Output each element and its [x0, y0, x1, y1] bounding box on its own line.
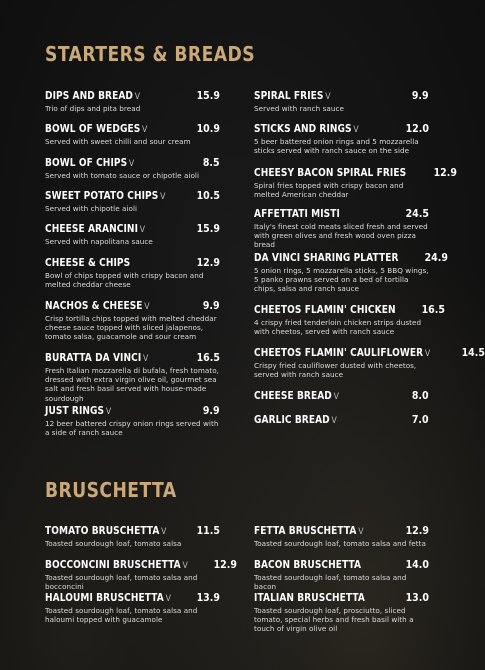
menu-item-name	[45, 257, 130, 269]
menu-item-header	[45, 352, 220, 365]
menu-item-price: 15.9	[196, 223, 220, 235]
menu-item-price: 9.9	[203, 300, 220, 312]
menu-item-description: Toasted sourdough loaf, tomato salsa and fetta	[254, 538, 426, 548]
section-title-starters: STARTERS & BREADS	[45, 42, 256, 66]
menu-item-name	[45, 123, 147, 135]
menu-item	[254, 208, 429, 250]
menu-item-price: 15.9	[196, 90, 220, 102]
menu-item-name-text: CHEESE ARANCINI	[45, 223, 139, 235]
vegetarian-marker: V	[105, 407, 112, 417]
menu-item-price: 16.5	[421, 304, 445, 316]
menu-item-name-text: BOCCONCINI BRUSCHETTA	[45, 559, 181, 571]
menu-item	[45, 559, 238, 591]
menu-item-header	[45, 300, 220, 313]
menu-item-description: Fresh Italian mozzarella di bufala, fresh tomato, dressed with extra virgin olive oil, gourmet sea salt and fresh basil served with house-made sourdough	[45, 365, 220, 403]
menu-item-name-text: ITALIAN BRUSCHETTA	[254, 592, 366, 604]
menu-item-name	[254, 90, 331, 102]
menu-item-price: 9.9	[203, 405, 220, 417]
menu-item-name	[254, 167, 406, 179]
menu-item-price: 13.9	[196, 592, 220, 604]
vegetarian-marker: V	[139, 225, 146, 235]
menu-item-description: Crisp tortilla chips topped with melted cheddar cheese sauce topped with sliced jalapenos, tomato salsa, guacamole and sour cream	[45, 313, 217, 342]
menu-item	[45, 257, 220, 289]
vegetarian-marker: V	[134, 92, 141, 102]
menu-item-name	[45, 352, 148, 364]
menu-item-header	[254, 208, 429, 221]
menu-item-header	[254, 167, 457, 180]
menu-item-price: 16.5	[196, 352, 220, 364]
section-title-bruschetta: BRUSCHETTA	[45, 478, 177, 502]
menu-item-name-text: SWEET POTATO CHIPS	[45, 190, 159, 202]
vegetarian-marker: V	[144, 302, 150, 312]
menu-item-description: Toasted sourdough loaf, tomato salsa and haloumi topped with guacamole	[45, 605, 198, 624]
menu-item-price: 12.9	[196, 257, 220, 269]
menu-item	[254, 592, 429, 634]
menu-item-price: 10.5	[196, 190, 220, 202]
menu-item-description: Served with sweet chilli and sour cream	[45, 136, 191, 146]
menu-item-description: Served with napolitana sauce	[45, 236, 153, 246]
vegetarian-marker: V	[161, 527, 167, 537]
menu-item-price: 13.0	[405, 592, 429, 604]
menu-item-name	[254, 390, 339, 402]
menu-item-description: 5 onion rings, 5 mozzarella sticks, 5 BBQ wings, 5 panko prawns served on a bed of tortilla chips, salsa and ranch sauce	[254, 265, 429, 294]
menu-item-name-text: BOWL OF WEDGES	[45, 123, 141, 135]
menu-item-header	[45, 190, 220, 203]
menu-item-price: 12.9	[433, 167, 457, 179]
menu-item-header	[254, 304, 445, 317]
menu-item-header	[45, 592, 220, 605]
menu-item-name	[254, 347, 430, 359]
menu-item-description: 4 crispy fried tenderloin chicken strips dusted with cheetos, served with ranch sauce	[254, 317, 422, 336]
menu-item-price: 12.0	[405, 123, 429, 135]
menu-item-price: 8.5	[203, 157, 220, 169]
menu-item-name-text: CHEESE & CHIPS	[45, 257, 131, 269]
menu-item-header	[254, 123, 429, 136]
menu-item	[45, 525, 220, 548]
menu-item-description: 12 beer battered crispy onion rings served with a side of ranch sauce	[45, 418, 219, 437]
menu-item-price: 12.9	[213, 559, 238, 571]
menu-item-name-text: BURATTA DA VINCI	[45, 352, 142, 364]
menu-item-name-text: BOWL OF CHIPS	[45, 157, 128, 169]
menu-item-header	[254, 414, 429, 427]
menu-item-header	[254, 525, 429, 538]
menu-item-description: Bowl of chips topped with crispy bacon and melted cheddar cheese	[45, 270, 204, 289]
menu-item	[45, 405, 220, 437]
menu-item	[45, 90, 220, 113]
menu-item-price: 7.0	[412, 414, 429, 426]
menu-item-header	[254, 559, 429, 572]
menu-item-description: Trio of dips and pita bread	[45, 103, 141, 113]
vegetarian-marker: V	[128, 159, 135, 169]
menu-item-name-text: DIPS AND BREAD	[45, 90, 134, 102]
menu-item-name-text: CHEESY BACON SPIRAL FRIES	[254, 167, 407, 179]
vegetarian-marker: V	[325, 92, 331, 102]
menu-item-name	[45, 190, 165, 202]
menu-item-description: Spiral fries topped with crispy bacon and melted American cheddar	[254, 180, 404, 199]
menu-item-name	[254, 414, 337, 426]
menu-item-header	[45, 525, 220, 538]
menu-item-name	[254, 592, 365, 604]
menu-item-description: Toasted sourdough loaf, prosciutto, sliced tomato, special herbs and fresh basil with a touch of virgin olive oil	[254, 605, 414, 634]
menu-item	[254, 347, 485, 379]
menu-item-name-text: AFFETTATI MISTI	[254, 208, 340, 220]
menu-item-header	[45, 157, 220, 170]
menu-item-description: 5 beer battered onion rings and 5 mozzarella sticks served with ranch sauce on the side	[254, 136, 419, 155]
vegetarian-marker: V	[182, 561, 188, 571]
menu-item-name-text: CHEESE BREAD	[254, 390, 332, 402]
menu-item-description: Served with tomato sauce or chipotle aioli	[45, 170, 199, 180]
menu-item-name-text: HALOUMI BRUSCHETTA	[45, 592, 164, 604]
menu-item-name-text: CHEETOS FLAMIN' CHICKEN	[254, 304, 396, 316]
menu-item-price: 14.5	[461, 347, 485, 359]
menu-item-header	[45, 90, 220, 103]
vegetarian-marker: V	[358, 527, 364, 537]
menu-item-name	[45, 525, 167, 537]
menu-item-name	[45, 592, 171, 604]
vegetarian-marker: V	[424, 349, 431, 359]
menu-item-name	[45, 157, 134, 169]
menu-item	[45, 300, 220, 342]
menu-item-price: 9.9	[412, 90, 429, 102]
menu-item-price: 8.0	[412, 390, 429, 402]
menu-item-name-text: BACON BRUSCHETTA	[254, 559, 362, 571]
menu-item-description: Italy's finest cold meats sliced fresh and served with green olives and fresh wood oven pizza bread	[254, 221, 428, 250]
menu-item	[254, 304, 445, 336]
menu-item-name-text: NACHOS & CHEESE	[45, 300, 143, 312]
menu-item	[45, 190, 220, 213]
vegetarian-marker: V	[333, 392, 339, 402]
menu-item-name-text: JUST RINGS	[45, 405, 105, 417]
menu-item-name	[45, 90, 140, 102]
menu-item-description: Toasted sourdough loaf, tomato salsa and bacon	[254, 572, 407, 591]
menu-item-price: 11.5	[196, 525, 220, 537]
menu-item	[254, 123, 429, 155]
menu-item-description: Served with chipotle aioli	[45, 203, 138, 213]
menu-item	[45, 157, 220, 180]
menu-item	[254, 90, 429, 113]
menu-item-name	[254, 252, 399, 264]
menu-item-price: 12.9	[405, 525, 429, 537]
menu-item	[45, 592, 220, 624]
menu-item-header	[254, 592, 429, 605]
menu-item-header	[45, 223, 220, 236]
menu-item	[45, 223, 220, 246]
menu-item-name-text: FETTA BRUSCHETTA	[254, 525, 357, 537]
menu-item-header	[45, 559, 238, 572]
menu-item	[254, 525, 429, 548]
menu-item-description: Toasted sourdough loaf, tomato salsa	[45, 538, 182, 548]
menu-item-header	[45, 123, 220, 136]
menu-item-name	[254, 123, 359, 135]
menu-item-name	[45, 223, 145, 235]
menu-item-header	[45, 405, 220, 418]
menu-item-name	[254, 559, 361, 571]
menu-item-header	[45, 257, 220, 270]
menu-item-name-text: GARLIC BREAD	[254, 414, 330, 426]
menu-item-price: 14.0	[405, 559, 429, 571]
menu-item-price: 10.9	[196, 123, 220, 135]
menu-item-description: Crispy fried cauliflower dusted with cheetos, served with ranch sauce	[254, 360, 417, 379]
menu-item-header	[254, 390, 429, 403]
menu-item-price: 24.5	[405, 208, 429, 220]
vegetarian-marker: V	[353, 125, 359, 135]
menu-item-name	[45, 300, 150, 312]
vegetarian-marker: V	[160, 192, 166, 202]
vegetarian-marker: V	[143, 354, 149, 364]
menu-item-name	[45, 405, 111, 417]
menu-item-header	[254, 90, 429, 103]
menu-item-name-text: TOMATO BRUSCHETTA	[45, 525, 160, 537]
menu-item	[254, 390, 429, 403]
menu-item-description: Served with ranch sauce	[254, 103, 344, 113]
menu-item	[254, 167, 457, 199]
menu-item	[254, 414, 429, 427]
vegetarian-marker: V	[165, 594, 171, 604]
menu-item-name-text: CHEETOS FLAMIN' CAULIFLOWER	[254, 347, 424, 359]
menu-item-name	[254, 304, 396, 316]
menu-item	[254, 252, 448, 294]
menu-item	[254, 559, 429, 591]
menu-item	[45, 123, 220, 146]
menu-item-price: 24.9	[424, 252, 448, 264]
menu-item-description: Toasted sourdough loaf, tomato salsa and bocconcini	[45, 572, 198, 591]
menu-item-name	[45, 559, 188, 571]
menu-item-name	[254, 208, 340, 220]
menu-item-header	[254, 347, 485, 360]
menu-item-name-text: DA VINCI SHARING PLATTER	[254, 252, 399, 264]
menu-item	[45, 352, 220, 403]
vegetarian-marker: V	[331, 416, 337, 426]
vegetarian-marker: V	[142, 125, 148, 135]
menu-item-name	[254, 525, 364, 537]
menu-item-name-text: STICKS AND RINGS	[254, 123, 352, 135]
menu-item-name-text: SPIRAL FRIES	[254, 90, 324, 102]
menu-item-header	[254, 252, 448, 265]
